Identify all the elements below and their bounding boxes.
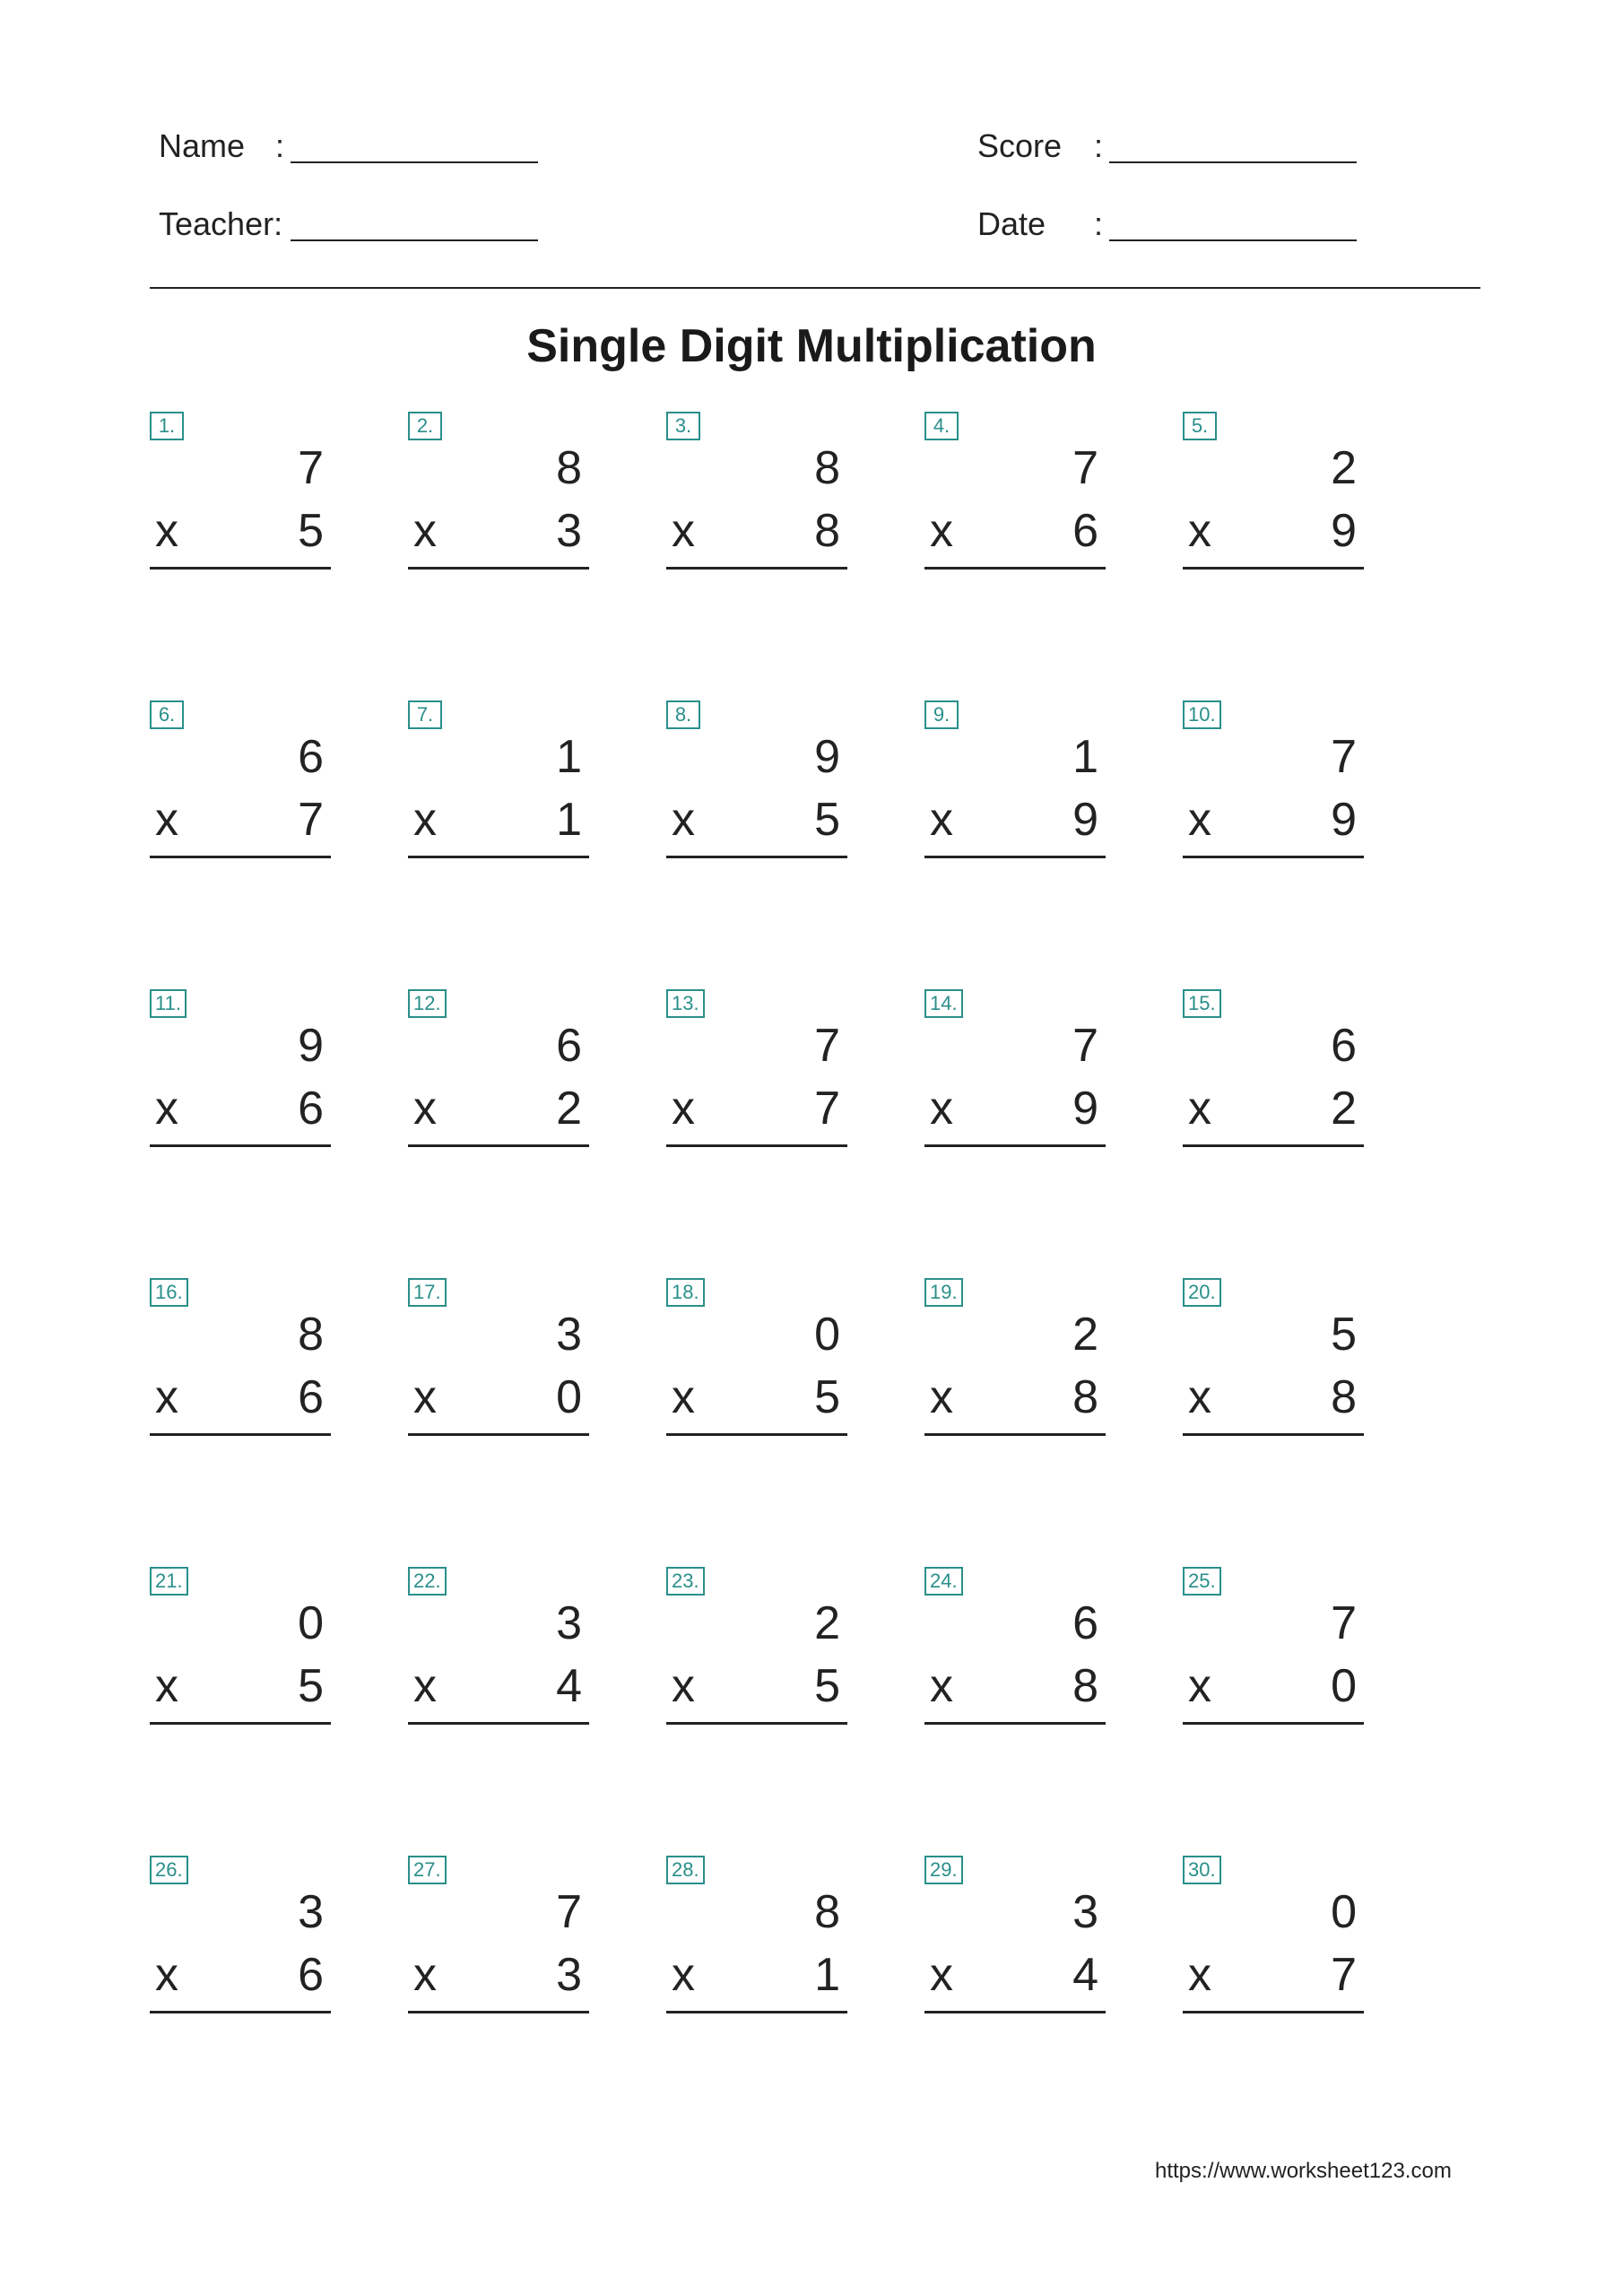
multiplier: 9	[1072, 794, 1098, 846]
problem-item	[924, 1567, 1106, 1728]
answer-line[interactable]	[1183, 1144, 1364, 1147]
multiplier: 1	[556, 794, 582, 846]
answer-line[interactable]	[150, 1722, 331, 1725]
multiplicand: 8	[814, 1886, 840, 1938]
multiplicand: 7	[1331, 1597, 1357, 1649]
answer-line[interactable]	[666, 567, 847, 570]
problem-number-badge: 20.	[1183, 1278, 1221, 1307]
multiply-sign: x	[672, 1660, 695, 1712]
multiplicand: 3	[556, 1309, 582, 1361]
answer-line[interactable]	[924, 1433, 1106, 1436]
multiply-sign: x	[930, 1083, 953, 1135]
teacher-field	[159, 206, 544, 246]
multiplier: 6	[298, 1083, 324, 1135]
answer-line[interactable]	[1183, 567, 1364, 570]
multiplicand: 6	[1072, 1597, 1098, 1649]
multiply-sign: x	[930, 1371, 953, 1423]
header-divider	[150, 287, 1480, 289]
multiplicand: 7	[814, 1020, 840, 1072]
answer-line[interactable]	[1183, 1722, 1364, 1725]
answer-line[interactable]	[150, 1433, 331, 1436]
problem-row	[150, 700, 1441, 880]
problem-item	[924, 412, 1106, 573]
answer-line[interactable]	[666, 1722, 847, 1725]
multiply-sign: x	[930, 1949, 953, 2001]
problem-number-badge: 23.	[666, 1567, 705, 1596]
answer-line[interactable]	[666, 2011, 847, 2013]
name-colon: :	[275, 127, 285, 164]
date-blank-line[interactable]	[1109, 239, 1357, 241]
problem-row	[150, 1856, 1441, 2035]
problem-row	[150, 1278, 1441, 1457]
problem-number-badge: 12.	[408, 989, 447, 1018]
multiplier: 9	[1331, 794, 1357, 846]
problem-item	[150, 700, 331, 862]
answer-line[interactable]	[924, 567, 1106, 570]
multiply-sign: x	[1188, 1949, 1211, 2001]
problem-number-badge: 14.	[924, 989, 963, 1018]
date-colon: :	[1094, 205, 1104, 242]
problem-item	[408, 1278, 589, 1439]
problem-number-badge: 1.	[150, 412, 184, 440]
problem-number-badge: 25.	[1183, 1567, 1221, 1596]
multiplicand: 7	[556, 1886, 582, 1938]
multiplicand: 3	[298, 1886, 324, 1938]
problem-number-badge: 13.	[666, 989, 705, 1018]
answer-line[interactable]	[150, 567, 331, 570]
answer-line[interactable]	[924, 1722, 1106, 1725]
multiply-sign: x	[413, 794, 437, 846]
multiplicand: 3	[556, 1597, 582, 1649]
multiply-sign: x	[930, 505, 953, 557]
problem-item	[666, 412, 847, 573]
multiplicand: 2	[814, 1597, 840, 1649]
problem-item	[924, 1856, 1106, 2017]
problem-item	[150, 1278, 331, 1439]
multiplier: 0	[556, 1371, 582, 1423]
multiplier: 3	[556, 505, 582, 557]
multiply-sign: x	[930, 794, 953, 846]
multiply-sign: x	[1188, 505, 1211, 557]
problem-number-badge: 8.	[666, 700, 700, 729]
problem-item	[408, 1567, 589, 1728]
multiplicand: 6	[298, 731, 324, 783]
multiply-sign: x	[672, 1083, 695, 1135]
score-colon: :	[1094, 127, 1104, 164]
multiply-sign: x	[155, 1083, 178, 1135]
answer-line[interactable]	[1183, 856, 1364, 858]
date-field	[977, 206, 1363, 246]
problem-item	[1183, 1856, 1364, 2017]
problem-number-badge: 26.	[150, 1856, 188, 1884]
name-label: Name	[159, 127, 246, 164]
problem-number-badge: 3.	[666, 412, 700, 440]
problem-number-badge: 27.	[408, 1856, 447, 1884]
problem-item	[666, 700, 847, 862]
problem-row	[150, 412, 1441, 591]
multiplicand: 6	[1331, 1020, 1357, 1072]
name-blank-line[interactable]	[291, 161, 538, 163]
problem-item	[1183, 989, 1364, 1151]
multiplicand: 6	[556, 1020, 582, 1072]
problem-item	[408, 700, 589, 862]
multiply-sign: x	[413, 1660, 437, 1712]
problem-item	[408, 1856, 589, 2017]
problem-number-badge: 10.	[1183, 700, 1221, 729]
multiply-sign: x	[1188, 1660, 1211, 1712]
multiplicand: 7	[1072, 1020, 1098, 1072]
problem-number-badge: 18.	[666, 1278, 705, 1307]
multiplicand: 7	[1331, 731, 1357, 783]
answer-line[interactable]	[666, 1433, 847, 1436]
multiply-sign: x	[155, 505, 178, 557]
multiplicand: 0	[1331, 1886, 1357, 1938]
page-title: Single Digit Multiplication	[526, 320, 1097, 372]
multiplier: 6	[1072, 505, 1098, 557]
problem-item	[150, 1856, 331, 2017]
problem-number-badge: 7.	[408, 700, 442, 729]
multiply-sign: x	[930, 1660, 953, 1712]
problem-number-badge: 6.	[150, 700, 184, 729]
problem-number-badge: 2.	[408, 412, 442, 440]
problem-item	[666, 1856, 847, 2017]
score-field	[977, 128, 1363, 168]
multiplier: 8	[1072, 1660, 1098, 1712]
problem-item	[924, 1278, 1106, 1439]
multiplicand: 0	[298, 1597, 324, 1649]
problem-number-badge: 17.	[408, 1278, 447, 1307]
problem-item	[1183, 700, 1364, 862]
multiplier: 9	[1331, 505, 1357, 557]
answer-line[interactable]	[150, 856, 331, 858]
problem-number-badge: 30.	[1183, 1856, 1221, 1884]
multiplicand: 1	[1072, 731, 1098, 783]
problem-item	[150, 989, 331, 1151]
multiplier: 5	[814, 1371, 840, 1423]
multiply-sign: x	[672, 505, 695, 557]
problem-item	[666, 1567, 847, 1728]
multiplier: 8	[814, 505, 840, 557]
multiplicand: 3	[1072, 1886, 1098, 1938]
answer-line[interactable]	[1183, 1433, 1364, 1436]
answer-line[interactable]	[1183, 2011, 1364, 2013]
answer-line[interactable]	[666, 856, 847, 858]
problem-number-badge: 21.	[150, 1567, 188, 1596]
problem-item	[408, 989, 589, 1151]
multiplier: 5	[814, 794, 840, 846]
multiplicand: 8	[556, 442, 582, 494]
multiplier: 1	[814, 1949, 840, 2001]
multiply-sign: x	[1188, 1371, 1211, 1423]
multiplier: 3	[556, 1949, 582, 2001]
multiply-sign: x	[413, 1083, 437, 1135]
multiplier: 4	[1072, 1949, 1098, 2001]
multiply-sign: x	[672, 1949, 695, 2001]
multiplier: 9	[1072, 1083, 1098, 1135]
score-label: Score	[977, 127, 1063, 164]
answer-line[interactable]	[408, 856, 589, 858]
multiplier: 8	[1331, 1371, 1357, 1423]
answer-line[interactable]	[924, 2011, 1106, 2013]
problem-number-badge: 22.	[408, 1567, 447, 1596]
problem-item	[408, 412, 589, 573]
multiplicand: 2	[1072, 1309, 1098, 1361]
problem-number-badge: 16.	[150, 1278, 188, 1307]
answer-line[interactable]	[408, 2011, 589, 2013]
problem-item	[1183, 1278, 1364, 1439]
problem-item	[1183, 412, 1364, 573]
multiply-sign: x	[155, 1660, 178, 1712]
problem-item	[924, 989, 1106, 1151]
multiplier: 2	[556, 1083, 582, 1135]
problem-item	[666, 1278, 847, 1439]
multiplier: 5	[298, 505, 324, 557]
date-label: Date	[977, 205, 1046, 242]
answer-line[interactable]	[666, 1144, 847, 1147]
footer-url: https://www.worksheet123.com	[1155, 2159, 1452, 2183]
problem-row	[150, 1567, 1441, 1746]
problem-number-badge: 11.	[150, 989, 187, 1018]
answer-line[interactable]	[408, 1433, 589, 1436]
multiplier: 5	[298, 1660, 324, 1712]
multiplicand: 2	[1331, 442, 1357, 494]
multiplicand: 7	[298, 442, 324, 494]
multiplier: 2	[1331, 1083, 1357, 1135]
multiplicand: 0	[814, 1309, 840, 1361]
answer-line[interactable]	[924, 1144, 1106, 1147]
multiplier: 8	[1072, 1371, 1098, 1423]
problem-item	[924, 700, 1106, 862]
multiply-sign: x	[155, 1371, 178, 1423]
problem-item	[1183, 1567, 1364, 1728]
multiply-sign: x	[672, 794, 695, 846]
multiplier: 4	[556, 1660, 582, 1712]
problem-number-badge: 15.	[1183, 989, 1221, 1018]
multiplier: 5	[814, 1660, 840, 1712]
multiply-sign: x	[1188, 794, 1211, 846]
teacher-label: Teacher:	[159, 205, 283, 242]
multiply-sign: x	[413, 1371, 437, 1423]
answer-line[interactable]	[924, 856, 1106, 858]
multiply-sign: x	[1188, 1083, 1211, 1135]
problem-item	[150, 412, 331, 573]
multiply-sign: x	[413, 505, 437, 557]
problem-number-badge: 19.	[924, 1278, 963, 1307]
problem-item	[666, 989, 847, 1151]
multiply-sign: x	[413, 1949, 437, 2001]
answer-line[interactable]	[150, 2011, 331, 2013]
teacher-blank-line[interactable]	[291, 239, 538, 241]
problem-number-badge: 29.	[924, 1856, 963, 1884]
multiply-sign: x	[672, 1371, 695, 1423]
multiplier: 6	[298, 1949, 324, 2001]
problem-number-badge: 5.	[1183, 412, 1217, 440]
multiplicand: 9	[298, 1020, 324, 1072]
answer-line[interactable]	[408, 1144, 589, 1147]
multiplicand: 5	[1331, 1309, 1357, 1361]
answer-line[interactable]	[408, 567, 589, 570]
score-blank-line[interactable]	[1109, 161, 1357, 163]
problem-number-badge: 4.	[924, 412, 959, 440]
multiplier: 0	[1331, 1660, 1357, 1712]
multiplicand: 8	[814, 442, 840, 494]
multiplier: 7	[298, 794, 324, 846]
answer-line[interactable]	[150, 1144, 331, 1147]
problem-number-badge: 24.	[924, 1567, 963, 1596]
multiplicand: 7	[1072, 442, 1098, 494]
problem-item	[150, 1567, 331, 1728]
multiplier: 6	[298, 1371, 324, 1423]
multiplier: 7	[1331, 1949, 1357, 2001]
multiplicand: 1	[556, 731, 582, 783]
multiplicand: 8	[298, 1309, 324, 1361]
answer-line[interactable]	[408, 1722, 589, 1725]
multiply-sign: x	[155, 794, 178, 846]
problem-number-badge: 9.	[924, 700, 959, 729]
problem-number-badge: 28.	[666, 1856, 705, 1884]
multiplicand: 9	[814, 731, 840, 783]
multiply-sign: x	[155, 1949, 178, 2001]
name-field	[159, 128, 544, 168]
multiplier: 7	[814, 1083, 840, 1135]
problem-row	[150, 989, 1441, 1169]
